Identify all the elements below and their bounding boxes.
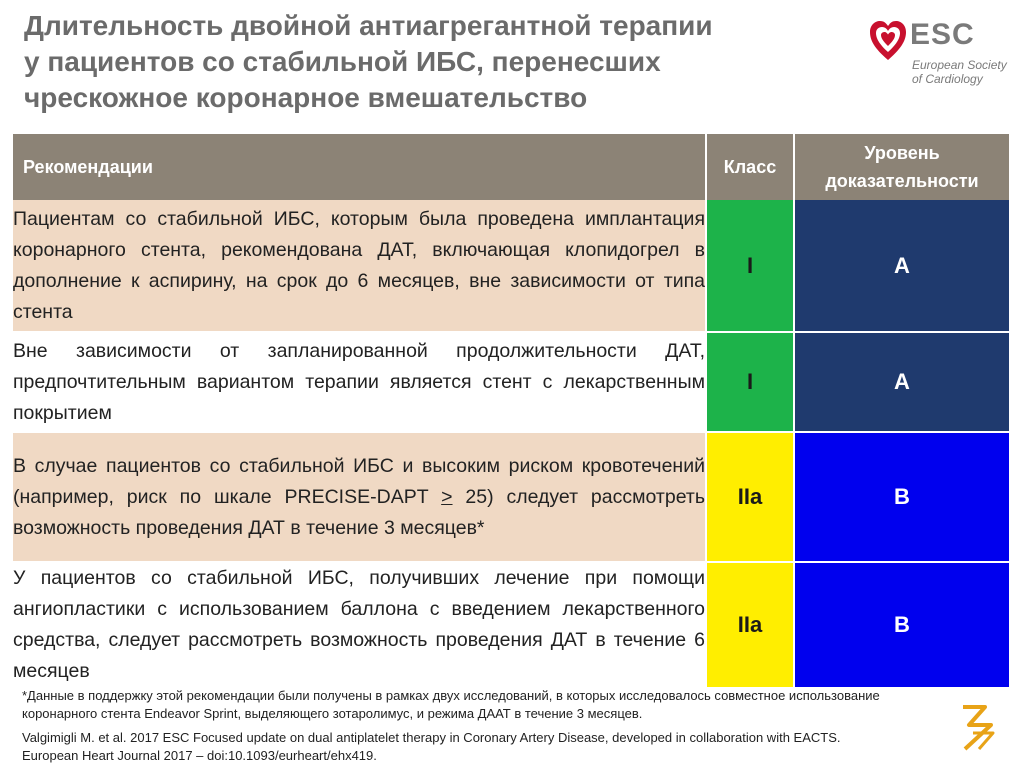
reference — [22, 729, 962, 765]
page-title — [24, 8, 824, 116]
class-cell: IIa — [706, 562, 794, 688]
title-line-3: чрескожное коронарное вмешательство — [24, 82, 588, 113]
footnote — [22, 687, 1012, 723]
esc-logo — [868, 8, 1018, 96]
level-cell: A — [794, 200, 1010, 332]
header-level-line-1: Уровень — [864, 143, 940, 163]
company-logo-icon — [955, 703, 1001, 753]
level-cell: B — [794, 432, 1010, 562]
header-level — [794, 134, 1010, 200]
header-class: Класс — [706, 134, 794, 200]
level-cell: B — [794, 562, 1010, 688]
header-recommendations: Рекомендации — [12, 134, 706, 200]
esc-sub-line-1: European Society — [912, 58, 1007, 72]
footnote-line-1: *Данные в поддержку этой рекомендации были получены в рамках двух исследований, в которых исследовалось совместное использование — [22, 688, 880, 703]
recommendation-text: Пациентам со стабильной ИБС, которым была проведена имплантация коронарного стента, рекомендована ДАТ, включающая клопидогрел в дополнение к аспирину, на срок до 6 месяцев, вне зависимости от типа стента — [12, 200, 706, 332]
class-cell: I — [706, 200, 794, 332]
recommendations-table — [11, 134, 1011, 689]
recommendation-text: В случае пациентов со стабильной ИБС и высоким риском кровотечений (например, риск по шкале PRECISE-DAPT > 25) следует рассмотреть возможность проведения ДАТ в течение 3 месяцев* — [12, 432, 706, 562]
table-row — [12, 332, 1010, 432]
table-row — [12, 200, 1010, 332]
title-line-1: Длительность двойной антиагрегантной терапии — [24, 10, 713, 41]
esc-brand-text: ESC — [910, 18, 975, 51]
header-level-line-2: доказательности — [825, 171, 979, 191]
class-cell: I — [706, 332, 794, 432]
table-row — [12, 562, 1010, 688]
table-row — [12, 432, 1010, 562]
reference-line-2: European Heart Journal 2017 – doi:10.1093/eurheart/ehx419. — [22, 748, 377, 763]
esc-heart-icon — [868, 18, 908, 64]
footnote-line-2: коронарного стента Endeavor Sprint, выделяющего зотаролимус, и режима ДААТ в течение 3 месяцев. — [22, 706, 643, 721]
recommendation-text: Вне зависимости от запланированной продолжительности ДАТ, предпочтительным вариантом терапии является стент с лекарственным покрытием — [12, 332, 706, 432]
table-header-row — [12, 134, 1010, 200]
title-line-2: у пациентов со стабильной ИБС, перенесших — [24, 46, 661, 77]
level-cell: A — [794, 332, 1010, 432]
reference-line-1: Valgimigli M. et al. 2017 ESC Focused update on dual antiplatelet therapy in Coronary Artery Disease, developed in collaboration with EACTS. — [22, 730, 841, 745]
esc-sub-line-2: of Cardiology — [912, 72, 983, 86]
recommendation-text: У пациентов со стабильной ИБС, получивших лечение при помощи ангиопластики с использованием баллона с введением лекарственного средства, следует рассмотреть возможность проведения ДАТ в течение 6 месяцев — [12, 562, 706, 688]
class-cell: IIa — [706, 432, 794, 562]
